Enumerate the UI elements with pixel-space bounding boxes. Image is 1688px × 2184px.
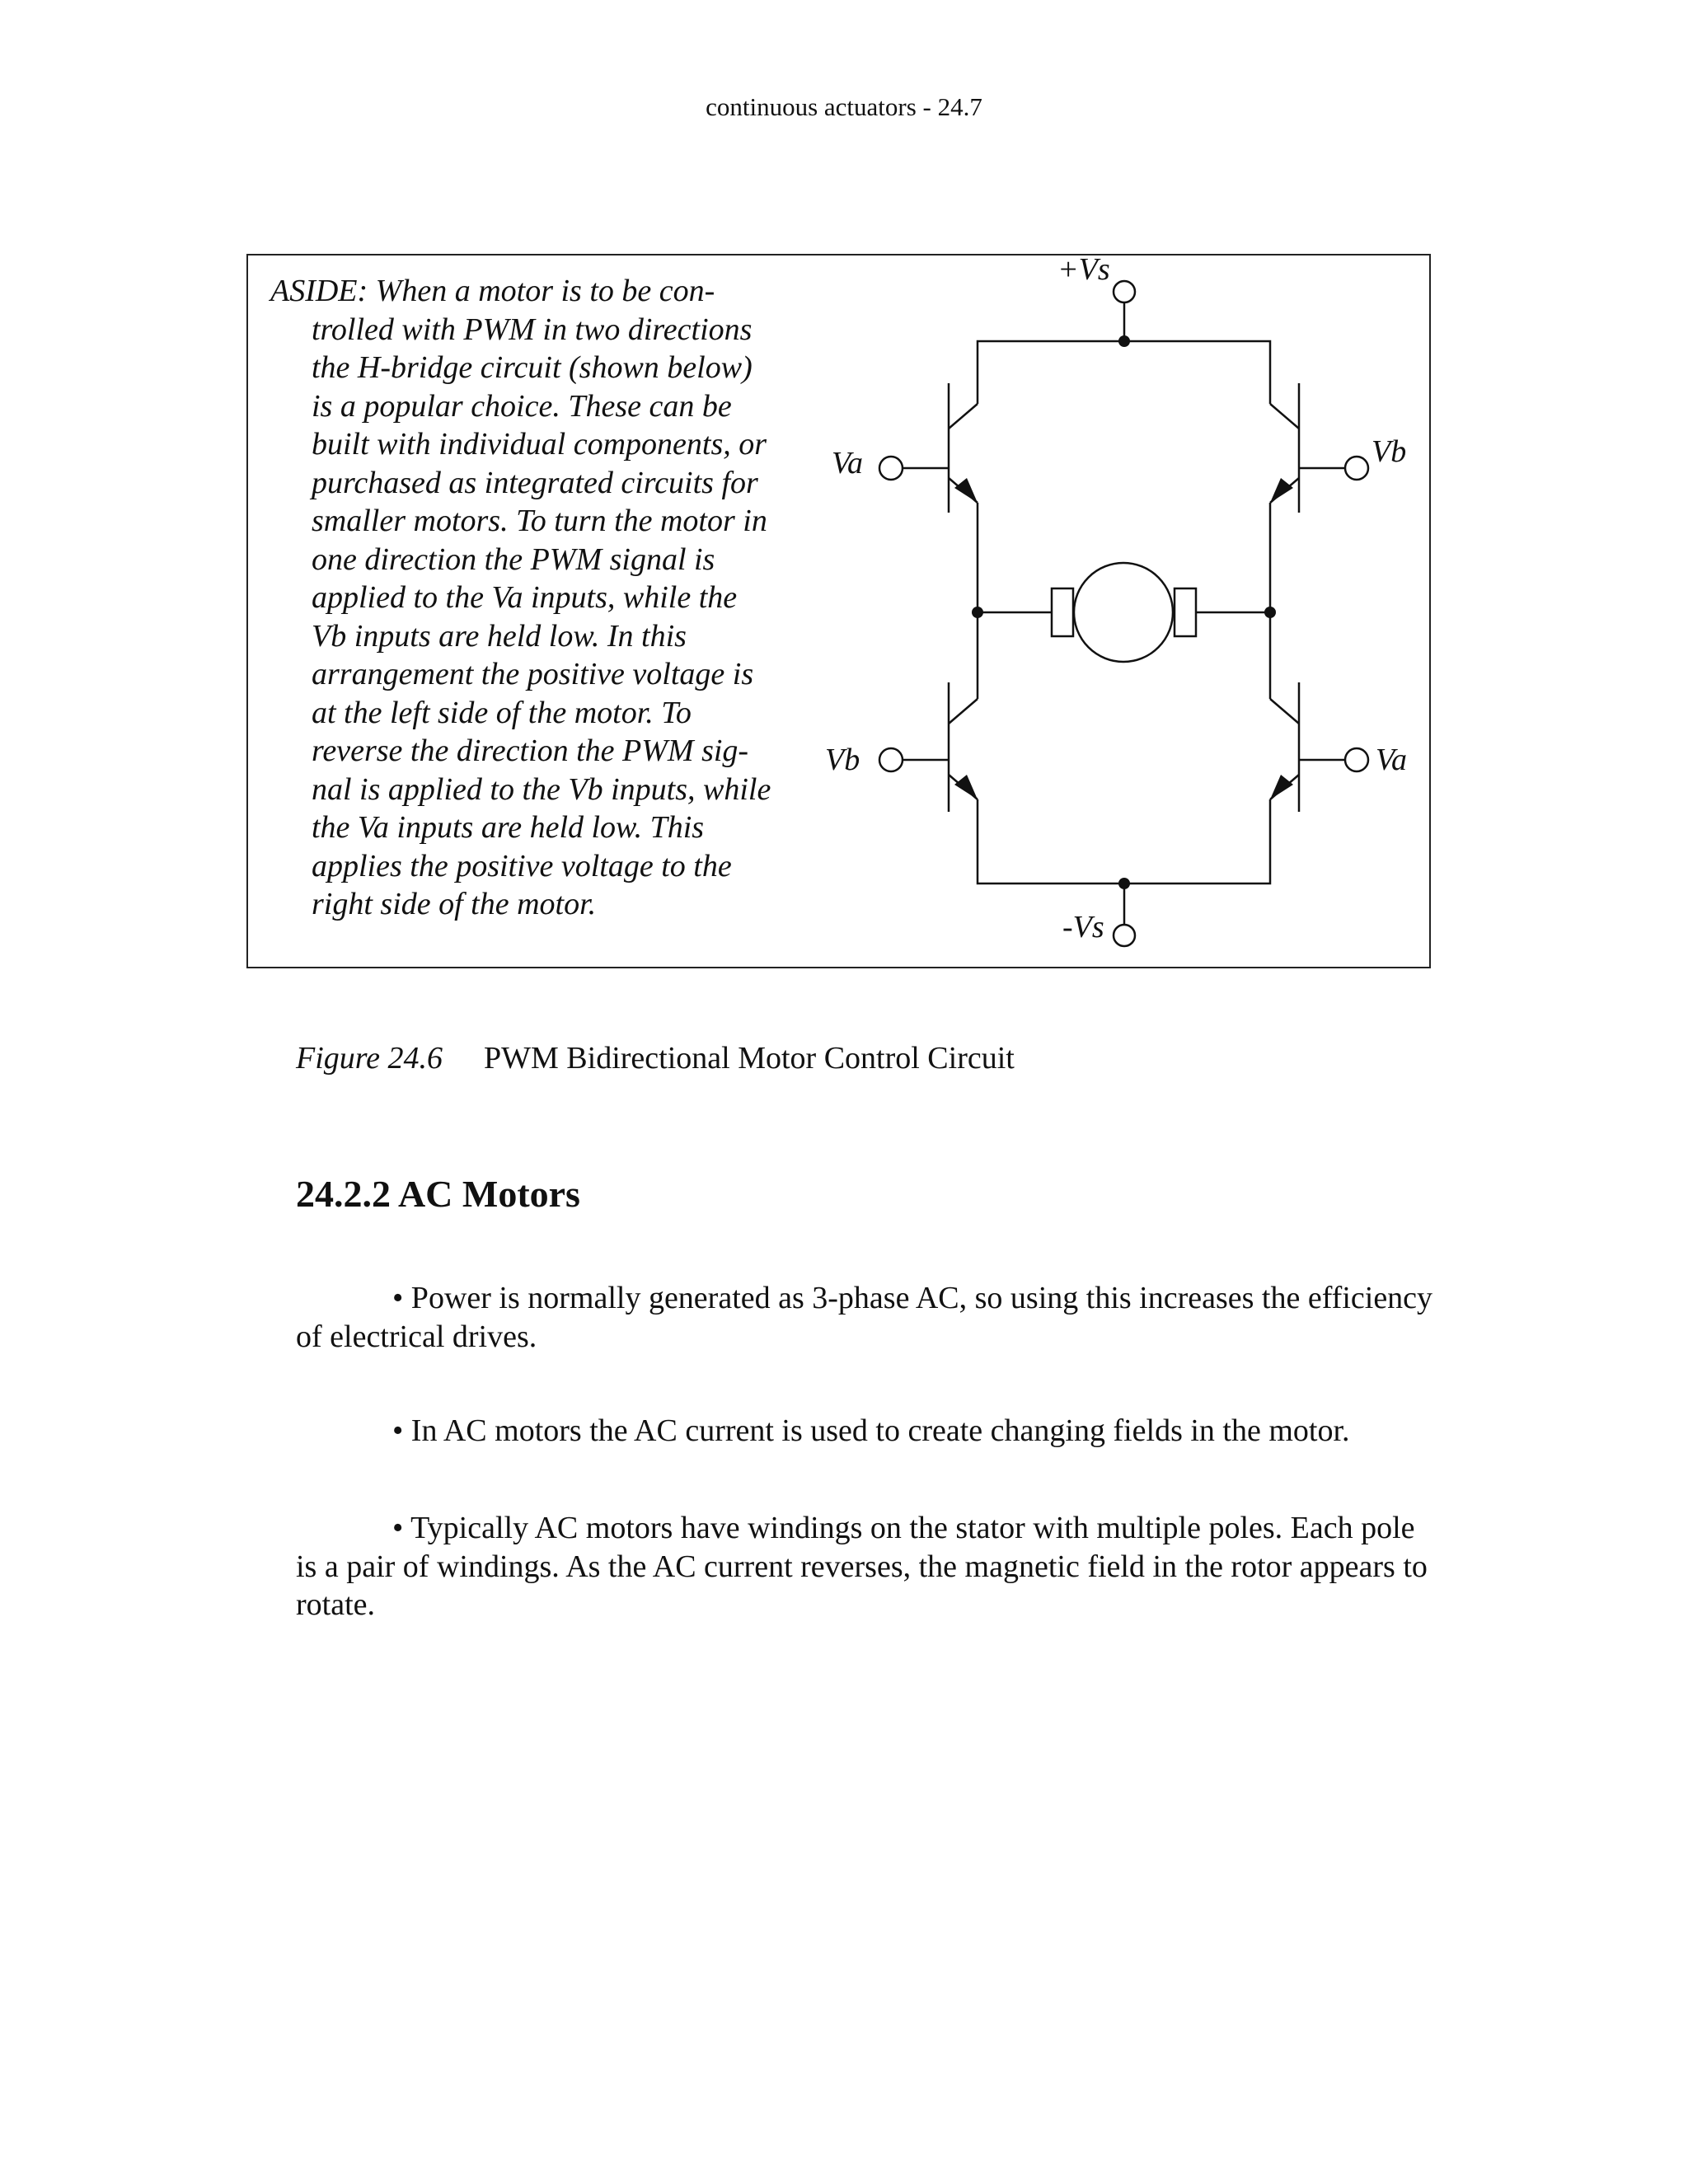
top-right-input-terminal xyxy=(1345,457,1368,480)
running-header: continuous actuators - 24.7 xyxy=(706,92,982,121)
aside-line: at the left side of the motor. To xyxy=(312,695,692,730)
junction-dot xyxy=(972,607,983,618)
top-left-input-label: Va xyxy=(832,446,863,480)
aside-line: is a popular choice. These can be xyxy=(312,388,732,424)
aside-line: one direction the PWM signal is xyxy=(312,541,715,577)
figure-label: Figure 24.6 xyxy=(296,1041,443,1076)
junction-dot xyxy=(1264,607,1276,618)
bottom-left-input-terminal xyxy=(879,748,903,771)
aside-line: nal is applied to the Vb inputs, while xyxy=(312,771,771,807)
bullet-paragraph xyxy=(296,1412,1475,1451)
aside-line: trolled with PWM in two directions xyxy=(312,312,753,347)
aside-box xyxy=(246,254,1431,968)
aside-line: reverse the direction the PWM sig- xyxy=(312,733,749,768)
bottom-right-input-label: Va xyxy=(1376,743,1407,777)
bottom-left-input-label: Vb xyxy=(825,743,860,777)
top-right-emitter-arrow xyxy=(1270,478,1293,503)
aside-line: the Va inputs are held low. This xyxy=(312,810,705,845)
paragraph-line: rotate. xyxy=(296,1587,376,1622)
figure-title: PWM Bidirectional Motor Control Circuit xyxy=(484,1041,1015,1076)
aside-line: right side of the motor. xyxy=(312,887,597,921)
motor-brush-right xyxy=(1175,588,1196,636)
aside-line: applied to the Va inputs, while the xyxy=(312,580,738,615)
junction-dot xyxy=(1118,878,1130,889)
motor-symbol xyxy=(1074,563,1173,662)
paragraph-line: is a pair of windings. As the AC current reverses, the magnetic field in the rotor appears to xyxy=(296,1549,1428,1584)
aside-line: the H-bridge circuit (shown below) xyxy=(312,350,753,385)
positive-supply-terminal xyxy=(1114,281,1135,302)
section-heading: 24.2.2 AC Motors xyxy=(296,1173,580,1215)
h-bridge-circuit-diagram xyxy=(248,255,1432,970)
bottom-left-emitter-arrow xyxy=(954,775,978,799)
positive-supply-label: +Vs xyxy=(1057,255,1110,287)
paragraph-line: of electrical drives. xyxy=(296,1319,537,1354)
aside-line: purchased as integrated circuits for xyxy=(312,465,758,500)
aside-line: Vb inputs are held low. In this xyxy=(312,618,687,654)
bullet-paragraph xyxy=(296,1509,1475,1624)
motor-brush-left xyxy=(1052,588,1073,636)
bottom-rail xyxy=(978,799,1270,883)
bullet-paragraph xyxy=(296,1279,1475,1356)
negative-supply-label: -Vs xyxy=(1062,910,1104,944)
top-left-input-terminal xyxy=(879,457,903,480)
aside-line: arrangement the positive voltage is xyxy=(312,657,754,691)
paragraph-line: • In AC motors the AC current is used to create changing fields in the motor. xyxy=(392,1413,1350,1448)
top-rail xyxy=(978,341,1270,404)
figure-caption xyxy=(296,1040,1015,1076)
aside-line: ASIDE: When a motor is to be con- xyxy=(270,274,715,308)
bottom-right-emitter-arrow xyxy=(1270,775,1293,799)
negative-supply-terminal xyxy=(1114,925,1135,946)
aside-line: smaller motors. To turn the motor in xyxy=(312,504,767,538)
top-left-emitter-arrow xyxy=(954,478,978,503)
aside-line: built with individual components, or xyxy=(312,427,767,462)
top-right-input-label: Vb xyxy=(1372,434,1407,469)
junction-dot xyxy=(1118,335,1130,347)
bottom-right-input-terminal xyxy=(1345,748,1368,771)
paragraph-line: • Typically AC motors have windings on the stator with multiple poles. Each pole xyxy=(392,1511,1415,1545)
aside-line: applies the positive voltage to the xyxy=(312,848,732,883)
paragraph-line: • Power is normally generated as 3-phase AC, so using this increases the efficiency xyxy=(392,1281,1433,1315)
